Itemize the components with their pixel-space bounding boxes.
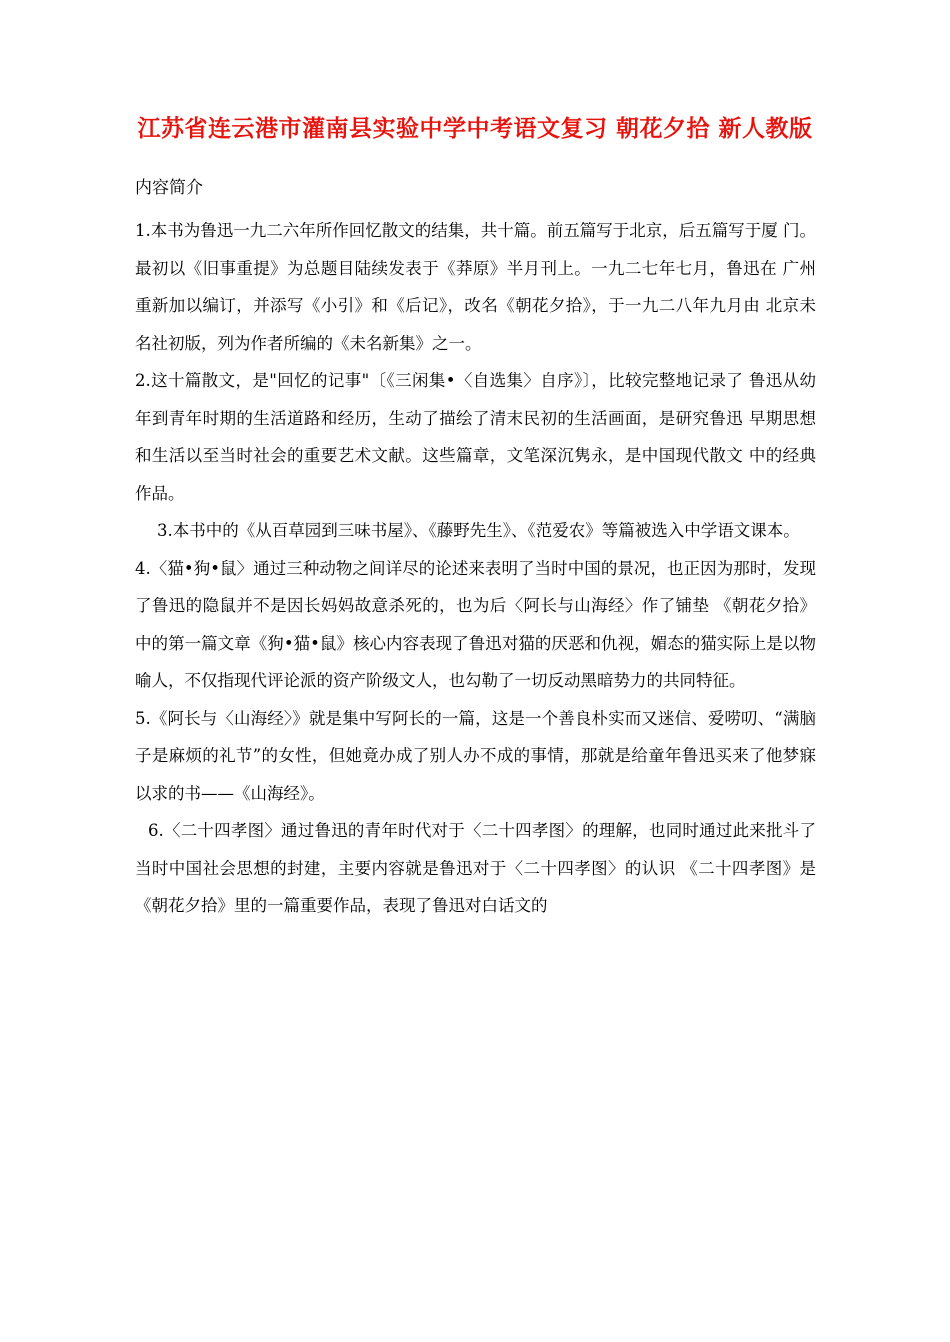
section-heading-intro: 内容简介 xyxy=(135,178,203,198)
paragraph-4: 4.〈猫•狗•鼠〉通过三种动物之间详尽的论述来表明了当时中国的景况，也正因为那时，发现了鲁迅的隐鼠并不是因长妈妈故意杀死的，也为后〈阿长与山海经〉作了铺垫 《朝花夕拾》中的第一篇文章《狗•猫•鼠》核心内容表现了鲁迅对猫的厌恶和仇视，媚态的猫实际上是以物喻人，不仅指现代评论派的资产阶级文人，也勾勒了一切反动黑暗势力的共同特征。 xyxy=(135,558,816,690)
paragraph-6: 6.〈二十四孝图〉通过鲁迅的青年时代对于〈二十四孝图〉的理解，也同时通过此来批斗了当时中国社会思想的封建，主要内容就是鲁迅对于〈二十四孝图〉的认识 《二十四孝图》是《朝花夕拾》里的一篇重要作品，表现了鲁迅对白话文的 xyxy=(135,821,816,915)
paragraph-5: 5.《阿长与〈山海经〉》就是集中写阿长的一篇，这是一个善良朴实而又迷信、爱唠叨、“满脑子是麻烦的礼节”的女性，但她竟办成了别人办不成的事情，那就是给童年鲁迅买来了他梦寐以求的书——《山海经》。 xyxy=(135,708,816,803)
document-body xyxy=(135,212,816,925)
paragraph-1: 1.本书为鲁迅一九二六年所作回忆散文的结集，共十篇。前五篇写于北京，后五篇写于厦 门。最初以《旧事重提》为总题目陆续发表于《莽原》半月刊上。一九二七年七月，鲁迅在 广州重新加以编订，并添写《小引》和《后记》，改名《朝花夕拾》，于一九二八年九月由 北京未名社初版，列为作者所编的《未名新集》之一。 xyxy=(135,221,816,353)
paragraph-2: 2.这十篇散文，是"回忆的记事"〔《三闲集•〈自选集〉自序》〕，比较完整地记录了 鲁迅从幼年到青年时期的生活道路和经历，生动了描绘了清末民初的生活画面，是研究鲁迅 早期思想和生活以至当时社会的重要艺术文献。这些篇章，文笔深沉隽永，是中国现代散文 中的经典作品。 xyxy=(135,371,816,503)
document-title: 江苏省连云港市灌南县实验中学中考语文复习 朝花夕拾 新人教版 xyxy=(137,115,813,142)
paragraph-3: 3.本书中的《从百草园到三味书屋》、《藤野先生》、《范爱农》等篇被选入中学语文课本。 xyxy=(157,521,800,540)
